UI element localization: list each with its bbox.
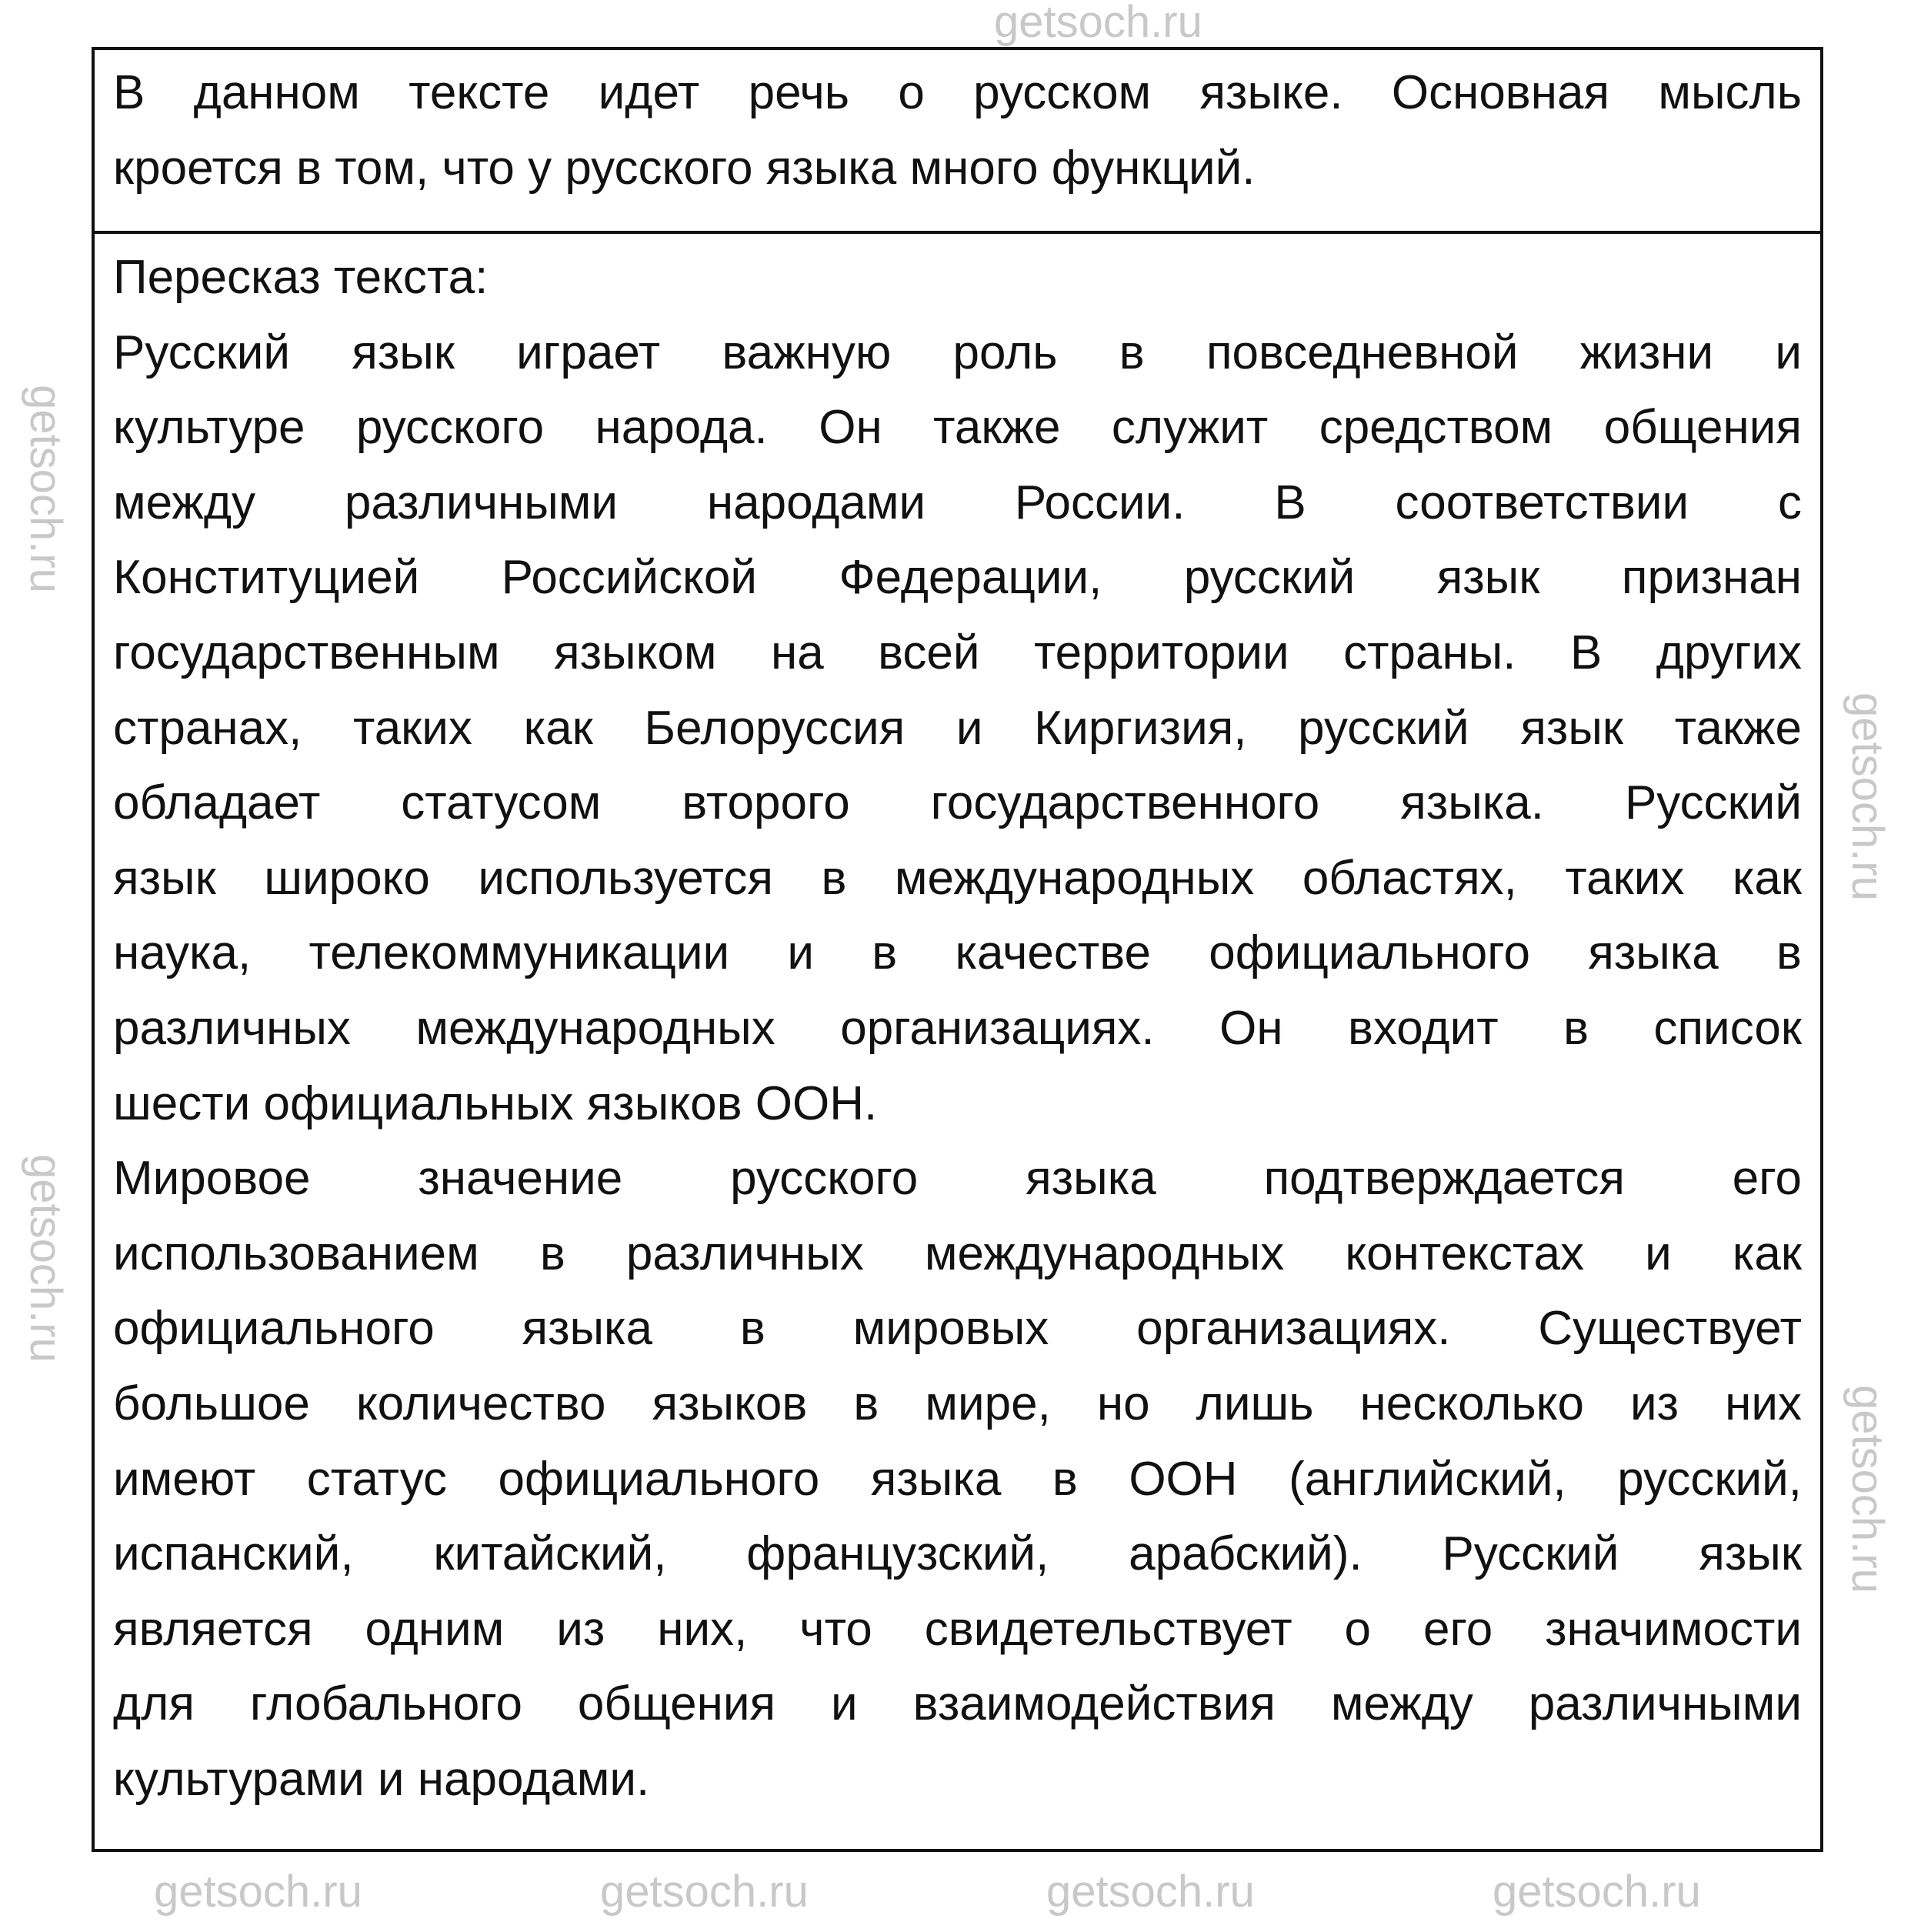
summary-line: кроется в том, что у русского языка много функций. [113, 141, 1256, 195]
summary-cell [95, 50, 1820, 234]
watermark: getsoch.ru [154, 1867, 362, 1917]
watermark: getsoch.ru [1046, 1867, 1255, 1917]
summary-line: В данном тексте идет речь о русском языке. Основная мысль [113, 66, 1802, 119]
paragraph1-line: между различными народами России. В соответствии с [113, 475, 1802, 529]
paragraph1-line: наука, телекоммуникации и в качестве официального языка в [113, 926, 1802, 980]
answer-table [92, 47, 1823, 1852]
paragraph1-line: государственным языком на всей территории страны. В других [113, 626, 1802, 679]
paragraph2-line: испанский, китайский, французский, арабский). Русский язык [113, 1527, 1802, 1581]
paragraph1-line: культуре русского народа. Он также служит средством общения [113, 401, 1802, 455]
watermark: getsoch.ru [1492, 1867, 1701, 1917]
watermark: getsoch.ru [21, 1154, 71, 1363]
paragraph2-line: имеют статус официального языка в ООН (английский, русский, [113, 1452, 1802, 1506]
watermark: getsoch.ru [994, 0, 1202, 47]
paragraph2-line: культурами и народами. [113, 1752, 650, 1806]
paragraph1-line: странах, таких как Белоруссия и Киргизия, русский язык также [113, 701, 1802, 755]
watermark: getsoch.ru [600, 1867, 809, 1917]
paragraph2-line: официального языка в мировых организациях. Существует [113, 1302, 1802, 1356]
watermark: getsoch.ru [21, 385, 71, 593]
paragraph2-line: является одним из них, что свидетельствует о его значимости [113, 1602, 1802, 1656]
paragraph2-line: использованием в различных международных контекстах и как [113, 1226, 1802, 1280]
paragraph2-line: большое количество языков в мире, но лишь несколько из них [113, 1376, 1802, 1430]
paragraph1-line: Конституцией Российской Федерации, русский язык признан [113, 551, 1802, 605]
paragraph1-line: обладает статусом второго государственного языка. Русский [113, 776, 1802, 830]
paragraph2-line: для глобального общения и взаимодействия между различными [113, 1677, 1802, 1731]
retelling-heading: Пересказ текста: [113, 251, 489, 304]
paragraph1-line: Русский язык играет важную роль в повседневной жизни и [113, 325, 1802, 379]
paragraph1-line: язык широко используется в международных областях, таких как [113, 851, 1802, 905]
paragraph1-line: шести официальных языков ООН. [113, 1076, 878, 1130]
paragraph2-line: Мировое значение русского языка подтверждается его [113, 1152, 1802, 1206]
watermark: getsoch.ru [1843, 1385, 1893, 1593]
paragraph1-line: различных международных организациях. Он входит в список [113, 1001, 1802, 1055]
watermark: getsoch.ru [1843, 692, 1893, 901]
